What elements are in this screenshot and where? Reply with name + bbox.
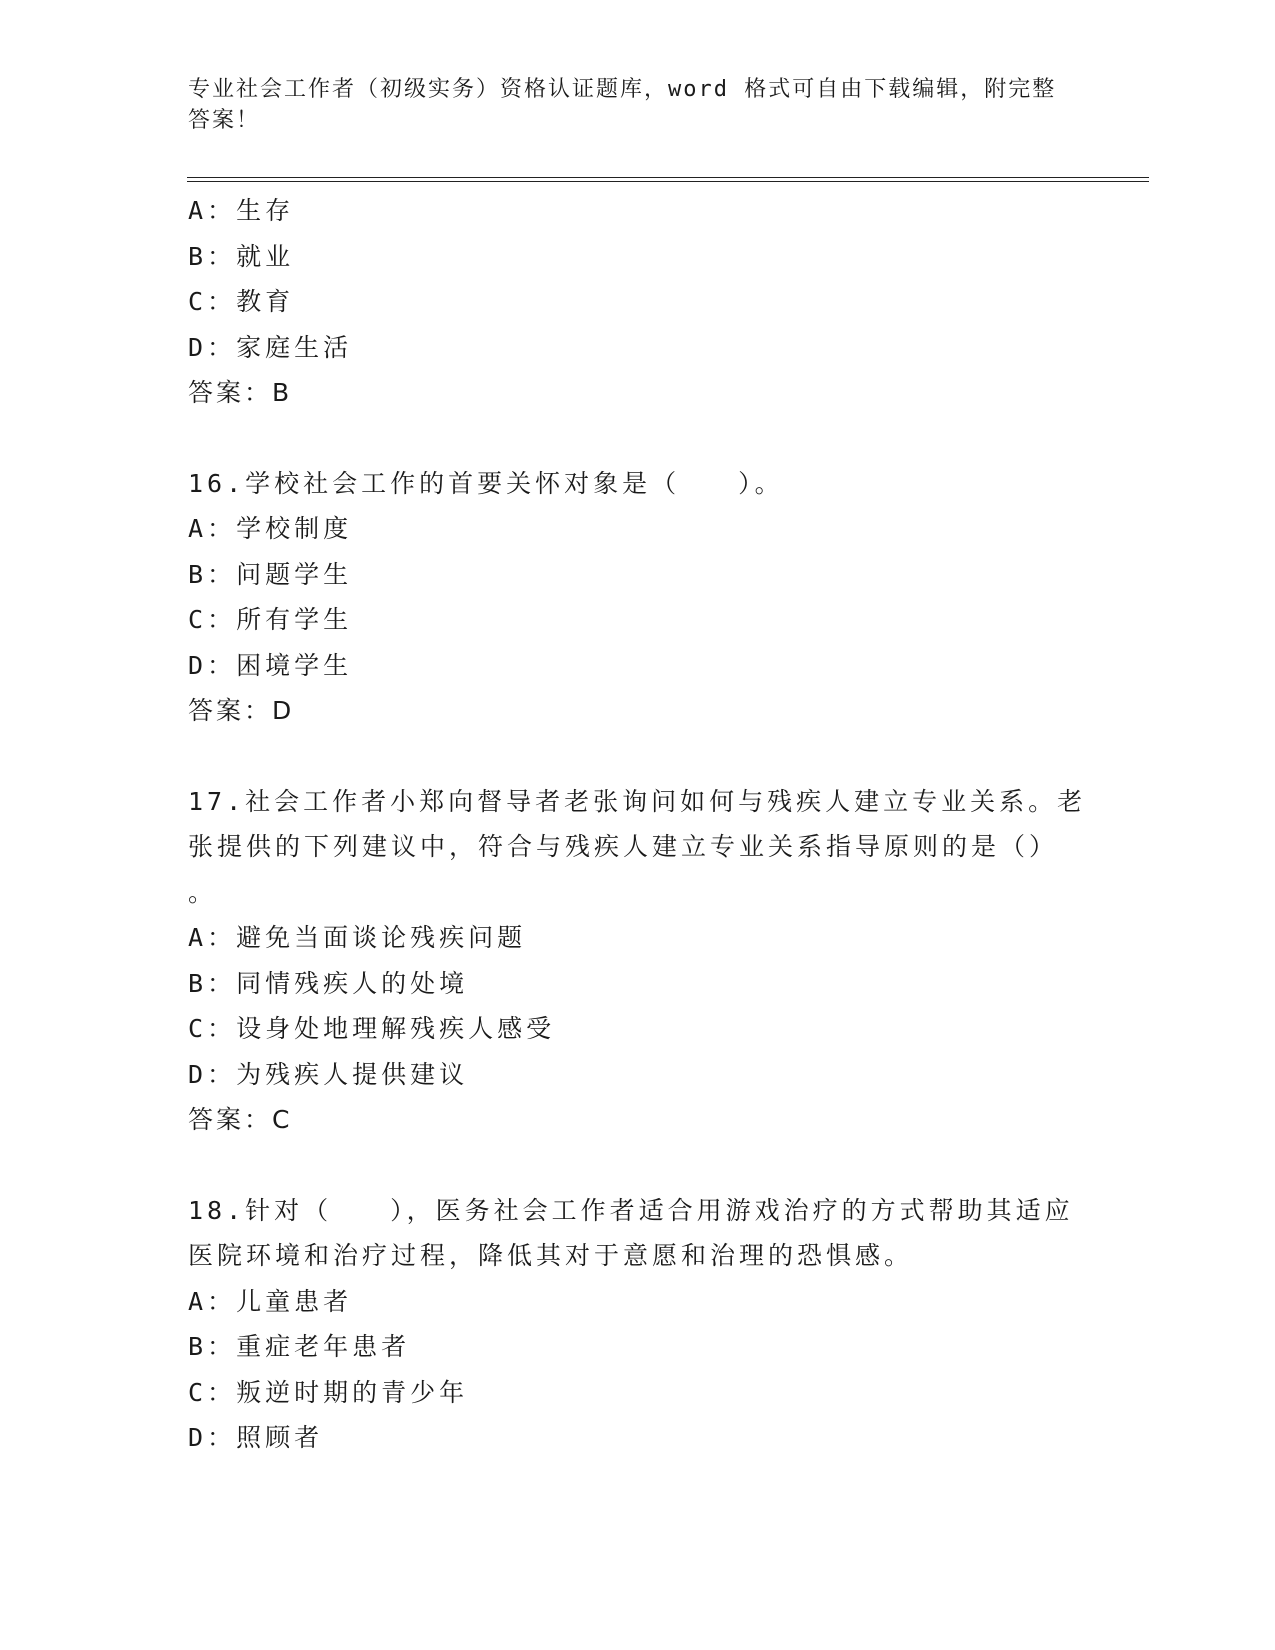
option-a: A：儿童患者 <box>188 1286 353 1316</box>
question-text-line1: 17.社会工作者小郑向督导者老张询问如何与残疾人建立专业关系。老 <box>188 786 1087 816</box>
answer-line: 答案：D <box>188 696 295 725</box>
question-text-line2: 医院环境和治疗过程，降低其对于意愿和治理的恐惧感。 <box>188 1241 914 1270</box>
question-text-line1: 18.针对（ ），医务社会工作者适合用游戏治疗的方式帮助其适应 <box>188 1195 1074 1225</box>
question-16 <box>188 461 1088 734</box>
option-d: D：家庭生活 <box>188 332 353 362</box>
question-text: 16.学校社会工作的首要关怀对象是（ ）。 <box>188 468 784 498</box>
header-divider-bottom <box>187 181 1149 182</box>
option-c: C：叛逆时期的青少年 <box>188 1377 469 1407</box>
answer-line: 答案：B <box>188 378 293 407</box>
option-c: C：设身处地理解残疾人感受 <box>188 1014 556 1043</box>
question-18 <box>188 1188 1088 1461</box>
option-a: A：学校制度 <box>188 514 353 543</box>
answer-line: 答案：C <box>188 1105 293 1134</box>
option-d: D：困境学生 <box>188 650 353 680</box>
option-a: A：避免当面谈论残疾问题 <box>188 923 527 952</box>
option-c: C：所有学生 <box>188 605 353 634</box>
question-text-line3: 。 <box>188 877 218 907</box>
header-divider-top <box>187 177 1149 178</box>
option-c: C：教育 <box>188 287 295 316</box>
header-note: 专业社会工作者（初级实务）资格认证题库，word 格式可自由下载编辑，附完整答案！ <box>188 77 1057 133</box>
option-d: D：为残疾人提供建议 <box>188 1059 469 1089</box>
question-content <box>188 188 1088 1461</box>
option-b: B：同情残疾人的处境 <box>188 968 469 998</box>
question-text-line2: 张提供的下列建议中，符合与残疾人建立专业关系指导原则的是（） <box>188 832 1059 861</box>
option-d: D：照顾者 <box>188 1423 324 1452</box>
option-b: B：就业 <box>188 241 295 271</box>
question-17 <box>188 779 1088 1143</box>
prev-question <box>188 188 1088 416</box>
option-b: B：问题学生 <box>188 559 353 589</box>
option-a: A：生存 <box>188 196 295 225</box>
option-b: B：重症老年患者 <box>188 1332 411 1361</box>
